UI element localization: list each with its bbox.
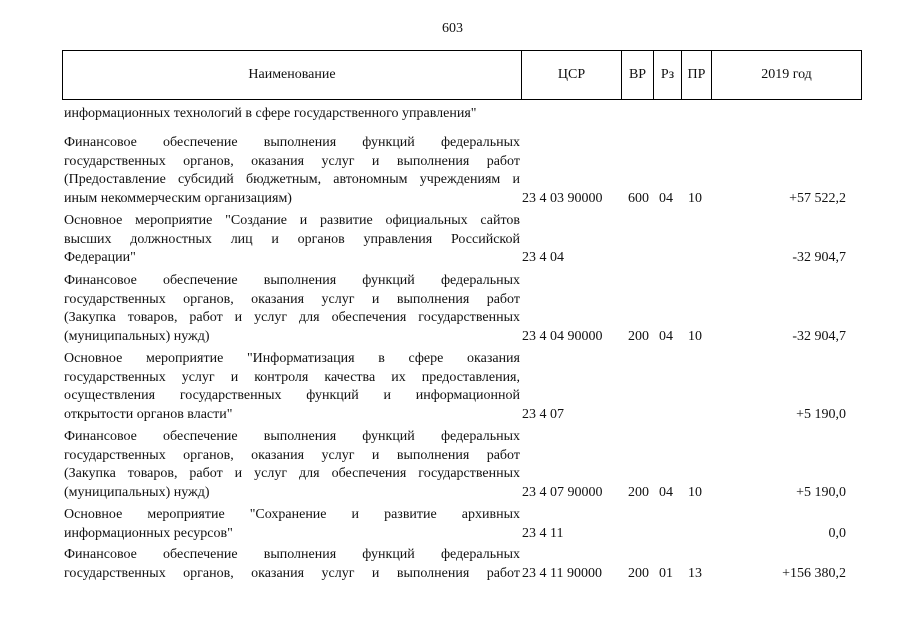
row-sum: +156 380,2: [782, 565, 846, 581]
row-vr: 200: [628, 484, 649, 500]
row-pr: 10: [688, 484, 702, 500]
row-name-line: (Закупка товаров, работ и услуг для обеспечения государственных: [64, 310, 520, 326]
table-row: [62, 350, 862, 424]
row-name-line: государственных органов, оказания услуг и выполнения работ: [64, 153, 520, 169]
row-name-line: (муниципальных) нужд): [64, 484, 210, 500]
header-year: 2019 год: [761, 67, 812, 82]
row-name: [64, 428, 520, 502]
header-csr: ЦСР: [522, 51, 622, 99]
row-name: [64, 134, 520, 208]
table-row: [62, 212, 862, 268]
row-csr: 23 4 03 90000: [522, 190, 603, 206]
row-pr: 10: [688, 190, 702, 206]
row-rz: 04: [659, 328, 673, 344]
row-name-line: Основное мероприятие "Сохранение и развитие архивных: [64, 507, 520, 522]
page-number: 603: [442, 21, 463, 36]
header-pr: ПР: [682, 51, 712, 99]
row-name-line: Федерации": [64, 250, 136, 266]
row-name-line: Финансовое обеспечение выполнения функций федеральных: [64, 273, 520, 288]
row-rz: 01: [659, 565, 673, 581]
row-name: [64, 272, 520, 346]
row-sum: +57 522,2: [789, 190, 846, 206]
header-name: Наименование: [63, 51, 522, 99]
row-name-line: информационных ресурсов": [64, 525, 233, 541]
row-name: [64, 506, 520, 543]
row-pr: 10: [688, 328, 702, 344]
row-name-line: открытости органов власти": [64, 406, 233, 422]
row-sum: -32 904,7: [792, 328, 846, 344]
row-sum: +5 190,0: [796, 484, 846, 500]
row-name-line: государственных органов, оказания услуг и выполнения работ: [64, 447, 520, 463]
row-sum: -32 904,7: [792, 250, 846, 266]
row-rz: 04: [659, 484, 673, 500]
row-name: [64, 212, 520, 268]
table-header: [62, 50, 862, 100]
row-vr: 200: [628, 328, 649, 344]
row-csr: 23 4 04: [522, 250, 564, 266]
row-name: [64, 350, 520, 424]
row-name-line: государственных органов, оказания услуг и выполнения работ: [64, 565, 520, 581]
row-sum: 0,0: [828, 525, 846, 541]
row-name-line: иным некоммерческим организациям): [64, 190, 292, 206]
row-csr: 23 4 07 90000: [522, 484, 603, 500]
row-name-line: государственных услуг и контроля качества их предоставления,: [64, 369, 520, 385]
row-name-line: Основное мероприятие "Информатизация в сфере оказания: [64, 351, 520, 366]
row-csr: 23 4 11: [522, 525, 564, 541]
row-pr: 13: [688, 565, 702, 581]
row-name-line: Финансовое обеспечение выполнения функций федеральных: [64, 135, 520, 150]
row-name-line: Основное мероприятие "Создание и развитие официальных сайтов: [64, 213, 520, 228]
row-vr: 200: [628, 565, 649, 581]
row-vr: 600: [628, 190, 649, 206]
row-name-line: информационных технологий в сфере государственного управления": [64, 106, 477, 121]
header-rz: Рз: [654, 51, 682, 99]
row-name-line: (муниципальных) нужд): [64, 328, 210, 344]
table-row: [62, 272, 862, 346]
row-name-line: осуществления государственных функций и информационной: [64, 388, 520, 404]
row-rz: 04: [659, 190, 673, 206]
row-name-line: (Предоставление субсидий бюджетным, автономным учреждениям и: [64, 172, 520, 188]
row-name: [64, 546, 520, 583]
row-name-line: (Закупка товаров, работ и услуг для обеспечения государственных: [64, 466, 520, 482]
row-name: [64, 105, 520, 124]
row-name-line: высших должностных лиц и органов управления Российской: [64, 231, 520, 247]
row-csr: 23 4 07: [522, 406, 564, 422]
header-vr: ВР: [622, 51, 654, 99]
row-name-line: государственных органов, оказания услуг и выполнения работ: [64, 291, 520, 307]
row-name-line: Финансовое обеспечение выполнения функций федеральных: [64, 429, 520, 444]
row-name-line: Финансовое обеспечение выполнения функций федеральных: [64, 547, 520, 562]
table-row: [62, 134, 862, 208]
table-row: [62, 428, 862, 502]
row-csr: 23 4 11 90000: [522, 565, 602, 581]
row-csr: 23 4 04 90000: [522, 328, 603, 344]
table-row: [62, 506, 862, 543]
table-row: [62, 105, 862, 124]
row-sum: +5 190,0: [796, 406, 846, 422]
table-row: [62, 546, 862, 583]
